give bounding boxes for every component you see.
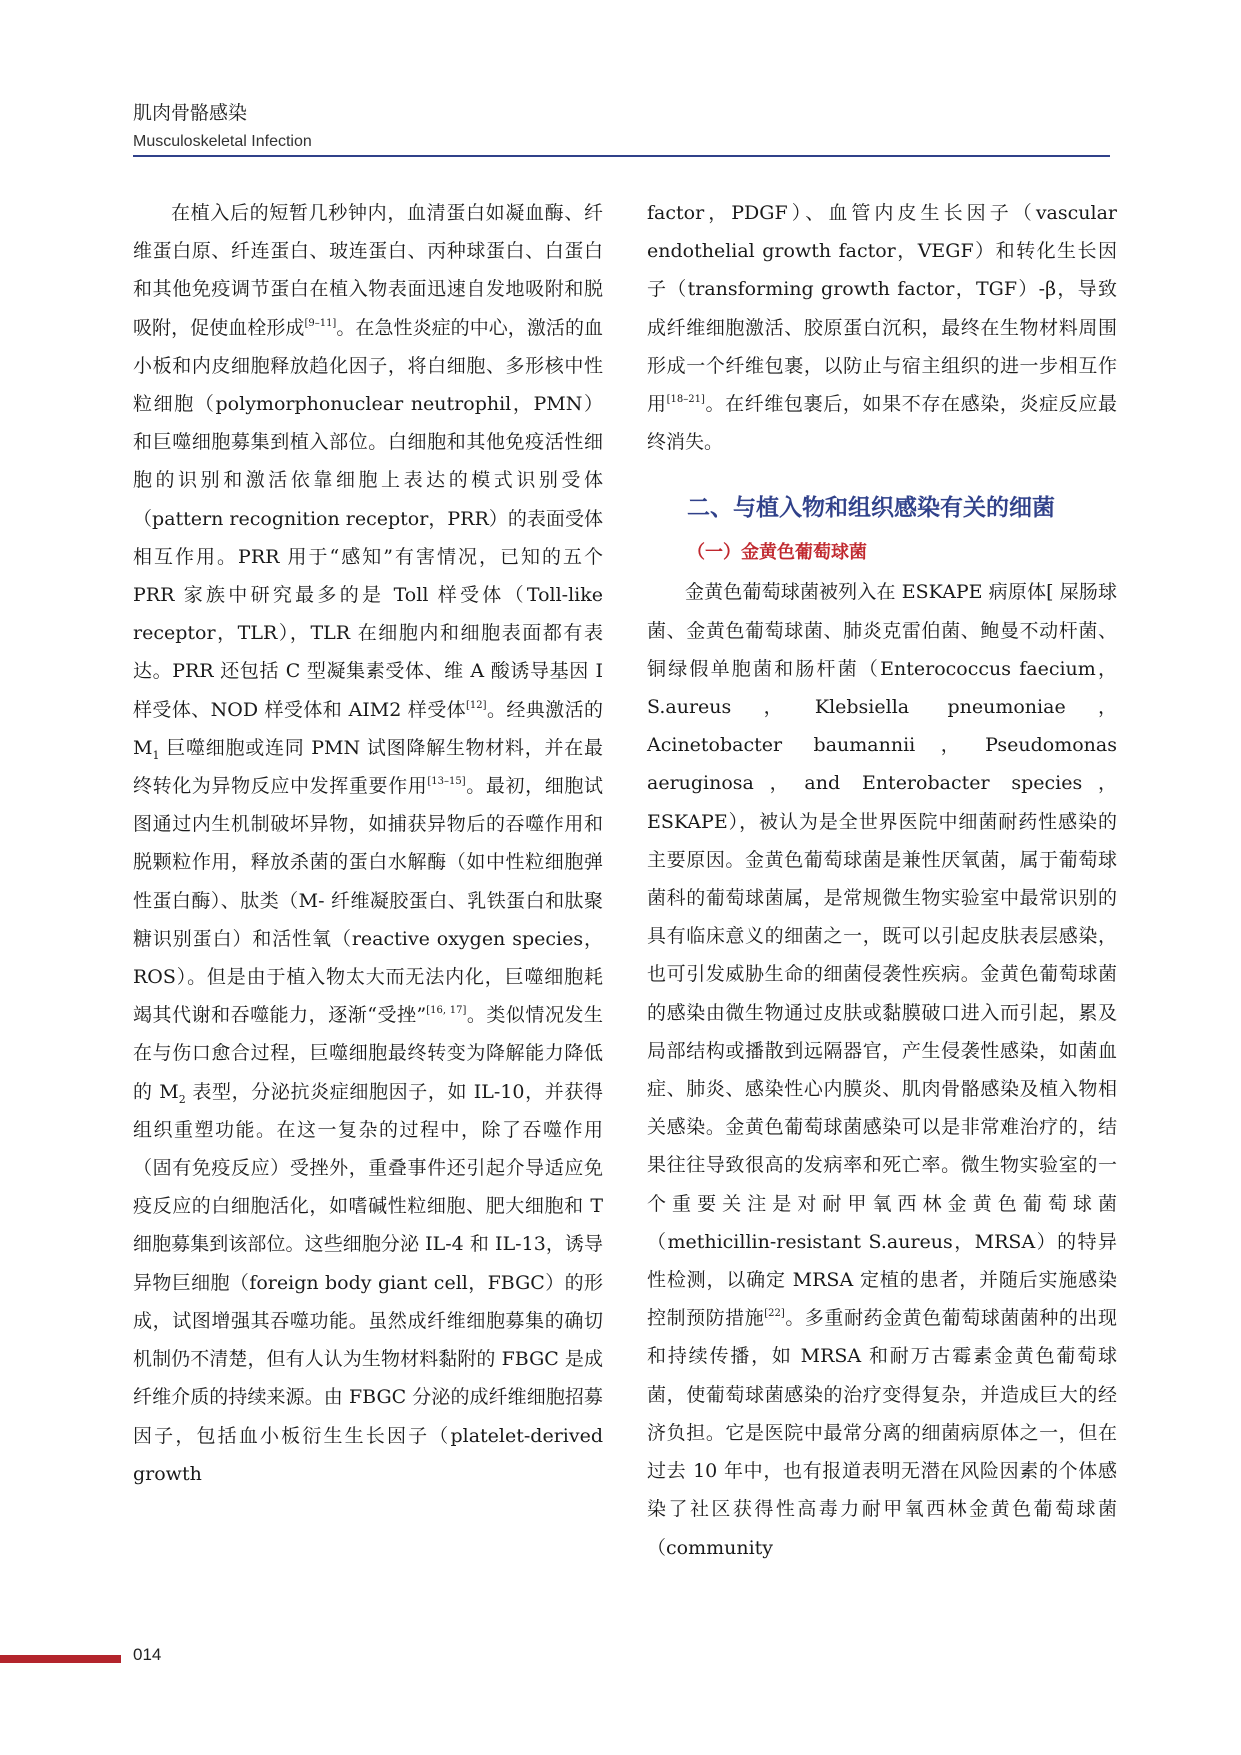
- body-paragraph: factor，PDGF）、血管内皮生长因子（vascular endothelial growth factor，VEGF）和转化生长因子（transforming growth factor，TGF）-β，导致成纤维细胞激活、胶原蛋白沉积，最终在生物材料周围形成一个纤维包裹，以防止与宿主组织的进一步相互作用[18–21]。在纤维包裹后，如果不存在感染，炎症反应最终消失。: [647, 202, 1117, 454]
- citation: [12]: [466, 699, 487, 711]
- footer-accent-bar: [0, 1655, 121, 1663]
- running-header: [133, 98, 312, 151]
- body-paragraph: 在植入后的短暂几秒钟内，血清蛋白如凝血酶、纤维蛋白原、纤连蛋白、玻连蛋白、丙种球蛋白、白蛋白和其他免疫调节蛋白在植入物表面迅速自发地吸附和脱吸附，促使血栓形成[9–11]。在急性炎症的中心，激活的血小板和内皮细胞释放趋化因子，将白细胞、多形核中性粒细胞（polymorphonuclear neutrophil，PMN）和巨噬细胞募集到植入部位。白细胞和其他免疫活性细胞的识别和激活依靠细胞上表达的模式识别受体（pattern recognition receptor，PRR）的表面受体相互作用。PRR 用于“感知”有害情况，已知的五个 PRR 家族中研究最多的是 Toll 样受体（Toll-like receptor，TLR），TLR 在细胞内和细胞表面都有表达。PRR 还包括 C 型凝集素受体、维 A 酸诱导基因 I 样受体、NOD 样受体和 AIM2 样受体[12]。经典激活的 $M_1$ 巨噬细胞或连同 PMN 试图降解生物材料，并在最终转化为异物反应中发挥重要作用[13–15]。最初，细胞试图通过内生机制破坏异物，如捕获异物后的吞噬作用和脱颗粒作用，释放杀菌的蛋白水解酶（如中性粒细胞弹性蛋白酶）、肽类（M- 纤维凝胶蛋白、乳铁蛋白和肽聚糖识别蛋白）和活性氧（reactive oxygen species，ROS）。但是由于植入物太大而无法内化，巨噬细胞耗竭其代谢和吞噬能力，逐渐“受挫”[16, 17]。类似情况发生在与伤口愈合过程，巨噬细胞最终转变为降解能力降低的 $M_2$ 表型，分泌抗炎症细胞因子，如 IL-10，并获得组织重塑功能。在这一复杂的过程中，除了吞噬作用（固有免疫反应）受挫外，重叠事件还引起介导适应免疫反应的白细胞活化，如嗜碱性粒细胞、肥大细胞和 T 细胞募集到该部位。这些细胞分泌 IL-4 和 IL-13，诱导异物巨细胞（foreign body giant cell，FBGC）的形成，试图增强其吞噬功能。虽然成纤维细胞募集的确切机制仍不清楚，但有人认为生物材料黏附的 FBGC 是成纤维介质的持续来源。由 FBGC 分泌的成纤维细胞招募因子，包括血小板衍生生长因子（platelet-derived growth: [133, 202, 603, 1485]
- journal-title-cn: 肌肉骨骼感染: [133, 102, 248, 124]
- citation: [13–15]: [427, 776, 466, 788]
- citation: [22]: [764, 1308, 785, 1320]
- header-divider: [133, 155, 1110, 157]
- subsection-heading: （一）金黄色葡萄球菌: [687, 542, 867, 564]
- section-heading: 二、与植入物和组织感染有关的细菌: [687, 495, 1055, 522]
- journal-title-en: Musculoskeletal Infection: [133, 133, 312, 150]
- citation: [9–11]: [304, 317, 337, 329]
- right-column: [647, 194, 1117, 1567]
- citation: [16, 17]: [426, 1005, 467, 1017]
- citation: [18–21]: [666, 394, 705, 406]
- body-paragraph: 金黄色葡萄球菌被列入在 ESKAPE 病原体[ 屎肠球菌、金黄色葡萄球菌、肺炎克雷伯菌、鲍曼不动杆菌、铜绿假单胞菌和肠杆菌（Enterococcus faecium，S.aureus，Klebsiella pneumoniae，Acinetobacter baumannii，Pseudomonas aeruginosa，and Enterobacter species，ESKAPE），被认为是全世界医院中细菌耐药性感染的主要原因。金黄色葡萄球菌是兼性厌氧菌，属于葡萄球菌科的葡萄球菌属，是常规微生物实验室中最常识别的具有临床意义的细菌之一，既可以引起皮肤表层感染，也可引发威胁生命的细菌侵袭性疾病。金黄色葡萄球菌的感染由微生物通过皮肤或黏膜破口进入而引起，累及局部结构或播散到远隔器官，产生侵袭性感染，如菌血症、肺炎、感染性心内膜炎、肌肉骨骼感染及植入物相关感染。金黄色葡萄球菌感染可以是非常难治疗的，结果往往导致很高的发病率和死亡率。微生物实验室的一个重要关注是对耐甲氧西林金黄色葡萄球菌（methicillin-resistant S.aureus，MRSA）的特异性检测，以确定 MRSA 定植的患者，并随后实施感染控制预防措施[22]。多重耐药金黄色葡萄球菌菌种的出现和持续传播，如 MRSA 和耐万古霉素金黄色葡萄球菌，使葡萄球菌感染的治疗变得复杂，并造成巨大的经济负担。它是医院中最常分离的细菌病原体之一，但在过去 10 年中，也有报道表明无潜在风险因素的个体感染了社区获得性高毒力耐甲氧西林金黄色葡萄球菌（community: [647, 581, 1117, 1559]
- left-column: [133, 194, 603, 1493]
- page-number: 014: [133, 1645, 162, 1664]
